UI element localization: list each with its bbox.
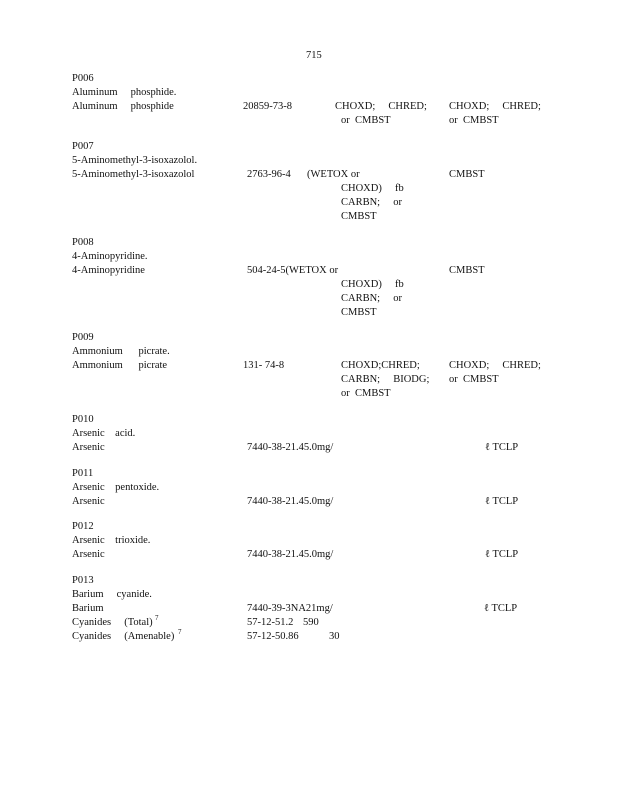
- wastewater-standard: CMBST: [341, 307, 377, 318]
- constituent: Arsenic: [72, 549, 105, 560]
- constituent: Barium: [72, 603, 104, 614]
- cas-concentration: 57-12-50.86: [247, 631, 299, 642]
- wastewater-standard: CARBN; or: [341, 197, 402, 208]
- nonwastewater-standard: CHOXD; CHRED;: [449, 360, 541, 371]
- cas-concentration: 57-12-51.2: [247, 617, 294, 628]
- wastewater-standard: CMBST: [341, 211, 377, 222]
- wastewater-standard: (WETOX or: [307, 169, 360, 180]
- cas-number: 504-24-5(WETOX or: [247, 265, 339, 276]
- nonwastewater-standard: CHOXD; CHRED;: [449, 101, 541, 112]
- wastewater-standard: CARBN; BIODG;: [341, 374, 430, 385]
- waste-code: P007: [72, 141, 94, 152]
- nonwastewater-standard: or CMBST: [449, 374, 499, 385]
- tclp-unit: ℓ TCLP: [485, 442, 519, 453]
- cas-number: 2763-96-4: [247, 169, 291, 180]
- page-number: 715: [306, 50, 322, 61]
- waste-name: Ammonium picrate.: [72, 346, 170, 357]
- tclp-unit: ℓ TCLP: [484, 603, 518, 614]
- constituent: Cyanides (Amenable): [72, 631, 175, 642]
- wastewater-standard: CHOXD) fb: [341, 279, 404, 290]
- nonwastewater-value: 30: [329, 631, 340, 642]
- cas-concentration: 7440-38-21.45.0mg/: [247, 442, 334, 453]
- wastewater-standard: CHOXD; CHRED;: [335, 101, 427, 112]
- waste-name: Arsenic trioxide.: [72, 535, 151, 546]
- waste-code: P006: [72, 73, 94, 84]
- constituent: Arsenic: [72, 496, 105, 507]
- waste-name: Barium cyanide.: [72, 589, 152, 600]
- wastewater-standard: or CMBST: [341, 388, 391, 399]
- cas-number: 20859-73-8: [243, 101, 292, 112]
- waste-name: 5-Aminomethyl-3-isoxazolol.: [72, 155, 198, 166]
- wastewater-standard: CARBN; or: [341, 293, 402, 304]
- waste-code: P012: [72, 521, 94, 532]
- cas-concentration: 7440-38-21.45.0mg/: [247, 496, 334, 507]
- nonwastewater-standard: or CMBST: [449, 115, 499, 126]
- cas-concentration: 7440-38-21.45.0mg/: [247, 549, 334, 560]
- waste-name: Arsenic pentoxide.: [72, 482, 160, 493]
- footnote-marker: 7: [178, 628, 182, 636]
- tclp-unit: ℓ TCLP: [485, 549, 519, 560]
- constituent: Arsenic: [72, 442, 105, 453]
- waste-code: P009: [72, 332, 94, 343]
- wastewater-standard: CHOXD) fb: [341, 183, 404, 194]
- waste-code: P011: [72, 468, 94, 479]
- waste-name: 4-Aminopyridine.: [72, 251, 148, 262]
- footnote-marker: 7: [155, 614, 159, 622]
- constituent: Ammonium picrate: [72, 360, 168, 371]
- waste-name: Aluminum phosphide.: [72, 87, 177, 98]
- waste-code: P008: [72, 237, 94, 248]
- wastewater-standard: or CMBST: [341, 115, 391, 126]
- wastewater-standard: CHOXD;CHRED;: [341, 360, 420, 371]
- constituent: 5-Aminomethyl-3-isoxazolol: [72, 169, 195, 180]
- constituent: 4-Aminopyridine: [72, 265, 145, 276]
- nonwastewater-standard: CMBST: [449, 265, 485, 276]
- cas-number: 131- 74-8: [243, 360, 285, 371]
- nonwastewater-standard: CMBST: [449, 169, 485, 180]
- nonwastewater-value: 590: [303, 617, 319, 628]
- cas-concentration: 7440-39-3NA21mg/: [247, 603, 333, 614]
- waste-code: P010: [72, 414, 94, 425]
- constituent: Aluminum phosphide: [72, 101, 174, 112]
- waste-name: Arsenic acid.: [72, 428, 136, 439]
- tclp-unit: ℓ TCLP: [485, 496, 519, 507]
- waste-code: P013: [72, 575, 94, 586]
- constituent: Cyanides (Total): [72, 617, 153, 628]
